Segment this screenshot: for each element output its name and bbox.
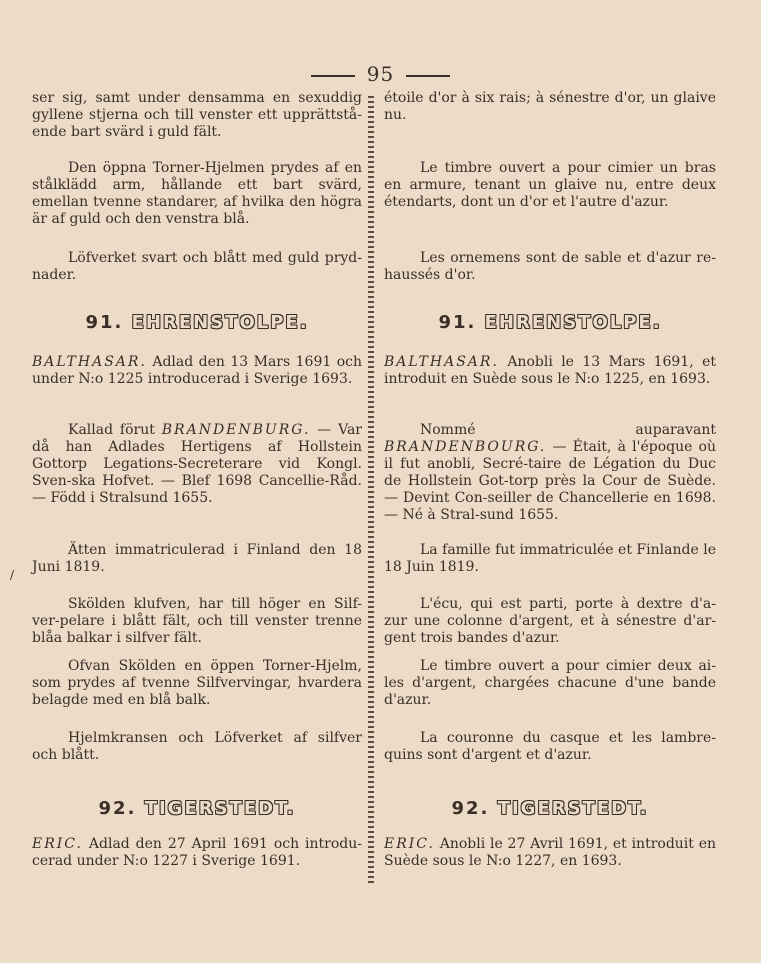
left-paragraph-8: Ofvan Skölden en öppen Torner-Hjelm, som prydes af tvenne Silfvervingar, hvardera belagde med en blå balk. <box>32 658 362 708</box>
person-name: ERIC. <box>32 836 83 852</box>
heading-family-name: TIGERSTEDT. <box>497 798 649 819</box>
header-rule-left <box>311 75 355 77</box>
former-name: BRANDENBURG. <box>161 422 311 438</box>
right-paragraph-5 <box>384 422 716 524</box>
left-paragraph-3: Löfverket svart och blått med guld pryd-nader. <box>32 250 362 283</box>
right-paragraph-4 <box>384 354 716 388</box>
person-name: BALTHASAR. <box>32 354 147 370</box>
left-paragraph-10 <box>32 836 362 870</box>
right-paragraph-3: Les ornemens sont de sable et d'azur re-haussés d'or. <box>384 250 716 283</box>
heading-number: 91. <box>85 312 124 333</box>
paragraph-text: Adlad den 13 Mars 1691 och under N:o 1225 introducerad i Sverige 1693. <box>32 354 362 387</box>
right-heading-92 <box>384 800 716 817</box>
heading-number: 92. <box>98 798 137 819</box>
right-paragraph-6: La famille fut immatriculée et Finlande le 18 Juin 1819. <box>384 542 716 575</box>
paragraph-text: — Était, à l'époque où il fut anobli, Secré-taire de Légation du Duc de Hollstein Got-torp près la Cour de Suède. — Devint Con-seiller de Chancellerie en 1698. — Né à Stral-sund 1655. <box>384 439 716 523</box>
left-paragraph-6: Ätten immatriculerad i Finland den 18 Juni 1819. <box>32 542 362 575</box>
header-rule-right <box>406 75 450 77</box>
heading-number: 91. <box>438 312 477 333</box>
paragraph-text: Adlad den 27 April 1691 och introdu-cerad under N:o 1227 i Sverige 1691. <box>32 836 362 869</box>
left-paragraph-5 <box>32 422 362 507</box>
right-paragraph-2: Le timbre ouvert a pour cimier un bras en armure, tenant un glaive nu, entre deux étendarts, dont un d'or et l'autre d'azur. <box>384 160 716 210</box>
paragraph-text: Nommé auparavant <box>420 422 716 438</box>
right-paragraph-1: étoile d'or à six rais; à sénestre d'or, un glaive nu. <box>384 90 716 123</box>
heading-family-name: EHRENSTOLPE. <box>131 312 309 333</box>
right-paragraph-9: La couronne du casque et les lambre-quins sont d'argent et d'azur. <box>384 730 716 763</box>
person-name: BALTHASAR. <box>384 354 499 370</box>
former-name: BRANDENBOURG. <box>384 439 547 455</box>
column-divider <box>368 96 374 884</box>
paragraph-text: Kallad förut <box>68 422 162 438</box>
page-number: 95 <box>366 62 395 86</box>
heading-family-name: TIGERSTEDT. <box>144 798 296 819</box>
paragraph-text: — Var då han Adlades Hertigens af Hollstein Gottorp Legations-Secreterare vid Kongl. Sven-ska Hofvet. — Blef 1698 Cancellie-Råd. — Född i Stralsund 1655. <box>32 422 362 506</box>
left-heading-91 <box>32 314 362 331</box>
paragraph-text: Anobli le 27 Avril 1691, et introduit en Suède sous le N:o 1227, en 1693. <box>384 836 716 869</box>
page-header <box>0 62 761 86</box>
right-paragraph-10 <box>384 836 716 870</box>
right-heading-91 <box>384 314 716 331</box>
person-name: ERIC. <box>384 836 435 852</box>
left-paragraph-2: Den öppna Torner-Hjelmen prydes af en stålklädd arm, hållande ett bart svärd, emellan tvenne standarer, af hvilka den högra är af guld och den venstra blå. <box>32 160 362 227</box>
heading-family-name: EHRENSTOLPE. <box>484 312 662 333</box>
paragraph-text: Anobli le 13 Mars 1691, et introduit en Suède sous le N:o 1225, en 1693. <box>384 354 716 387</box>
left-paragraph-7: Skölden klufven, har till höger en Silf-ver-pelare i blått fält, och till venster trenne blåa balkar i silfver fält. <box>32 596 362 646</box>
margin-mark: / <box>10 568 15 582</box>
left-paragraph-9: Hjelmkransen och Löfverket af silfver och blått. <box>32 730 362 763</box>
right-paragraph-7: L'écu, qui est parti, porte à dextre d'a-zur une colonne d'argent, et à sénestre d'ar-gent trois bandes d'azur. <box>384 596 716 646</box>
left-paragraph-4 <box>32 354 362 388</box>
heading-number: 92. <box>451 798 490 819</box>
left-heading-92 <box>32 800 362 817</box>
left-paragraph-1: ser sig, samt under densamma en sexuddig gyllene stjerna och till venster ett upprättstå-ende bart svärd i guld fält. <box>32 90 362 140</box>
right-paragraph-8: Le timbre ouvert a pour cimier deux ai-les d'argent, chargées chacune d'une bande d'azur. <box>384 658 716 708</box>
